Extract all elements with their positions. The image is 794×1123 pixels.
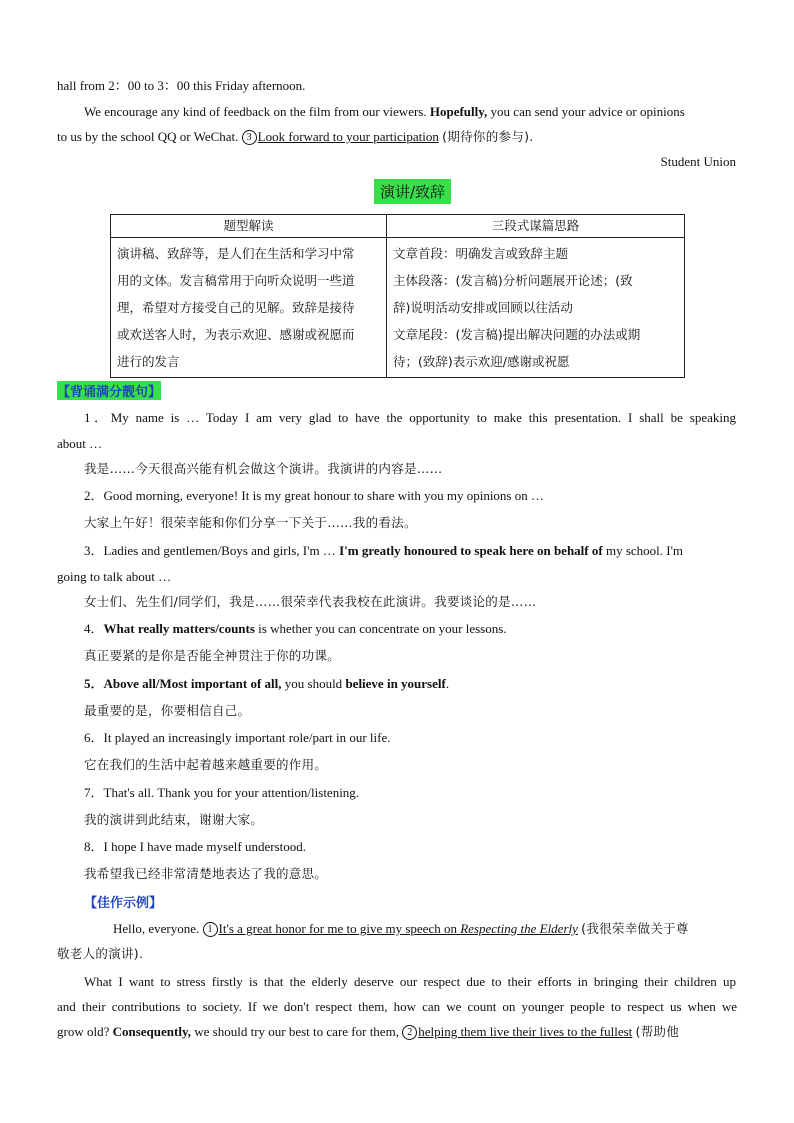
chinese-line: 我的演讲到此结束，谢谢大家。 (84, 812, 264, 827)
italic-title: Respecting the Elderly (460, 921, 578, 936)
genre-table (110, 214, 685, 378)
text-line: going to talk about … (57, 569, 172, 584)
section-tag-example: 【佳作示例】 (84, 896, 163, 911)
text-line (113, 920, 737, 938)
section-title: 演讲/致辞 (374, 179, 451, 204)
text-line: 6．It played an increasingly important role/part in our life. (84, 730, 391, 745)
cell-line: 进行的发言 (117, 354, 180, 369)
paragraph-text: 3．Ladies and gentlemen/Boys and girls, I'm … (84, 543, 336, 558)
paragraph-text: . (445, 676, 450, 691)
paragraph-text: my school. I'm (605, 543, 684, 558)
paragraph-text: to us by the school QQ or WeChat. (57, 129, 239, 144)
text-line: 1．My name is … Today I am very glad to have the opportunity to make this presentation. I shall be speaking (84, 410, 736, 425)
table-cell-right (387, 238, 685, 378)
section-tag-recite: 【背诵满分靓句】 (57, 381, 161, 400)
text-line: about … (57, 436, 103, 451)
underlined-phrase (219, 921, 578, 936)
text-line: 7．That's all. Thank you for your attention/listening. (84, 785, 360, 800)
chinese-line: 它在我们的生活中起着越来越重要的作用。 (84, 757, 328, 772)
cell-line: 文章首段：明确发言或致辞主题 (393, 246, 569, 261)
cell-line: 或欢送客人时，为表示欢迎、感谢或祝愿而 (117, 327, 355, 342)
chinese-line: 我是……今天很高兴能有机会做这个演讲。我演讲的内容是…… (84, 461, 443, 476)
item-number: 4． (84, 621, 104, 636)
text-line (84, 103, 736, 121)
table-cell-left (111, 238, 387, 378)
text-line (57, 128, 737, 146)
bold-phrase: Hopefully, (429, 104, 488, 119)
text-line (57, 77, 737, 95)
circled-number: 3 (242, 130, 257, 145)
table-row (111, 238, 685, 378)
text-line (57, 1023, 737, 1041)
paragraph-text: we should try our best to care for them, (194, 1024, 399, 1039)
paragraph-text: grow old? (57, 1024, 110, 1039)
bold-phrase: What really matters/counts (103, 621, 255, 636)
signature: Student Union (660, 154, 736, 169)
cell-line: 待；(致辞)表示欢迎/感谢或祝愿 (393, 354, 570, 369)
text-line (84, 675, 736, 693)
underlined-phrase: helping them live their lives to the fullest (418, 1024, 633, 1039)
text-line: What I want to stress firstly is that the elderly deserve our respect due to their efforts in bringing their children up (84, 974, 736, 989)
chinese-translation: (我很荣幸做关于尊 (581, 921, 689, 936)
cell-line: 文章尾段：(发言稿)提出解决问题的办法或期 (393, 327, 641, 342)
chinese-line: 最重要的是，你要相信自己。 (84, 703, 251, 718)
bold-phrase: I'm greatly honoured to speak here on behalf of (339, 543, 603, 558)
cell-line: 理，希望对方接受自己的见解。致辞是接待 (117, 300, 355, 315)
chinese-line: 女士们、先生们/同学们，我是……很荣幸代表我校在此演讲。我要谈论的是…… (84, 594, 537, 609)
paragraph-text: you can send your advice or opinions (490, 104, 685, 119)
bold-phrase: Consequently, (112, 1024, 191, 1039)
paragraph-text: Hello, everyone. (113, 921, 200, 936)
cell-line: 主体段落：(发言稿)分析问题展开论述；(致 (393, 273, 633, 288)
paragraph-text: We encourage any kind of feedback on the film from our viewers. (84, 104, 427, 119)
cell-line: 演讲稿、致辞等，是人们在生活和学习中常 (117, 246, 355, 261)
table-header-right: 三段式谋篇思路 (387, 215, 685, 238)
bold-phrase: 5．Above all/Most important of all, (84, 676, 282, 691)
underlined-text: It's a great honor for me to give my speech on (218, 921, 457, 936)
text-line: and their contributions to society. If we don't respect them, how can we count on younger people to respect us when we (57, 999, 737, 1014)
table-header-left: 题型解读 (111, 215, 387, 238)
cell-line: 辞)说明活动安排或回顾以往活动 (393, 300, 573, 315)
text-line: 8．I hope I have made myself understood. (84, 839, 307, 854)
chinese-line: 我希望我已经非常清楚地表达了我的意思。 (84, 866, 328, 881)
chinese-translation: (帮助他 (635, 1024, 680, 1039)
table-header-row (111, 215, 685, 238)
paragraph-text: you should (284, 676, 343, 691)
paragraph-text: is whether you can concentrate on your lessons. (258, 621, 507, 636)
circled-number: 2 (402, 1025, 417, 1040)
underlined-phrase: Look forward to your participation (257, 129, 439, 144)
chinese-line: 大家上午好！很荣幸能和你们分享一下关于……我的看法。 (84, 515, 417, 530)
cell-line: 用的文体。发言稿常用于向听众说明一些道 (117, 273, 355, 288)
chinese-line: 敬老人的演讲). (57, 946, 144, 961)
chinese-line: 真正要紧的是你是否能全神贯注于你的功课。 (84, 648, 341, 663)
paragraph-text: hall from 2：00 to 3：00 this Friday afternoon. (57, 78, 306, 93)
circled-number: 1 (203, 922, 218, 937)
text-line (84, 620, 736, 638)
text-line: 2．Good morning, everyone! It is my great honour to share with you my opinions on … (84, 488, 544, 503)
bold-phrase: believe in yourself (345, 676, 446, 691)
text-line (84, 542, 736, 560)
chinese-translation: (期待你的参与). (442, 129, 534, 144)
